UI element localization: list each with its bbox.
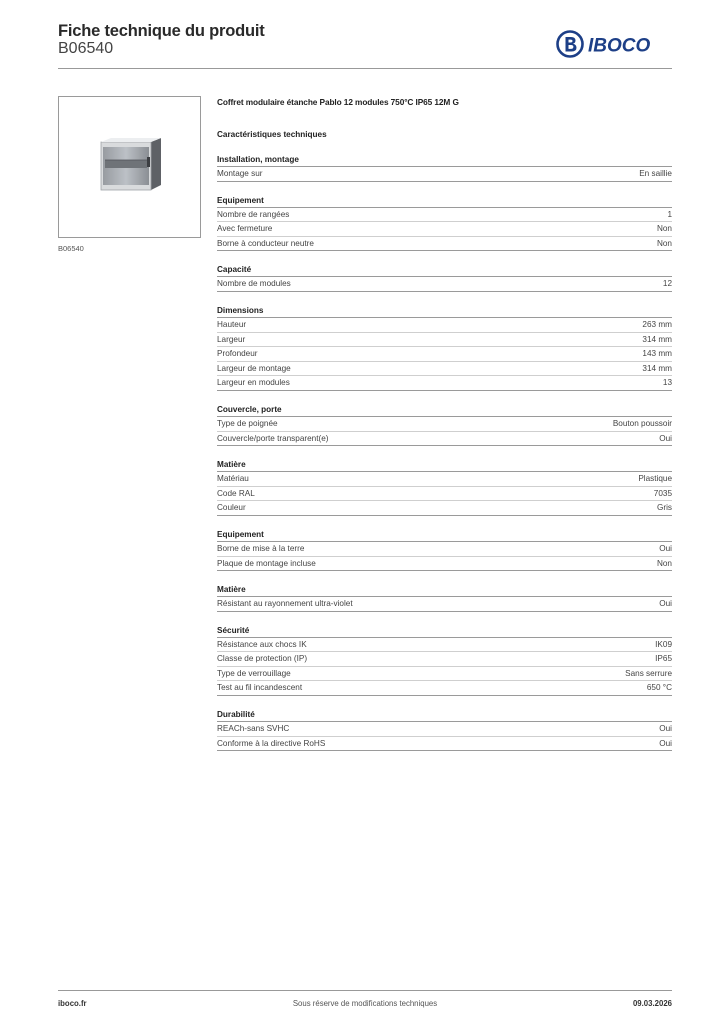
spec-row [217,347,672,362]
spec-row [217,722,672,737]
spec-value: En saillie [639,169,672,178]
spec-value: 143 mm [642,349,672,359]
spec-label: Borne de mise à la terre [217,543,305,553]
spec-label: REACh-sans SVHC [217,724,290,734]
section-title: Installation, montage [217,154,672,167]
spec-value: Oui [659,599,672,609]
spec-label: Nombre de modules [217,279,291,289]
section-title: Couvercle, porte [217,404,672,417]
spec-row [217,472,672,487]
spec-value: Gris [656,503,672,513]
spec-section [217,584,672,612]
spec-label: Nombre de rangées [217,209,290,219]
spec-label: Borne à conducteur neutre [217,238,314,248]
spec-label: Avec fermeture [217,224,273,234]
footer-divider [58,990,672,991]
spec-value: Bouton poussoir [612,418,672,428]
spec-value: Non [656,224,672,234]
characteristics-heading: Caractéristiques techniques [217,130,327,139]
section-title: Capacité [217,264,672,277]
spec-row [217,737,672,752]
section-title: Sécurité [217,625,672,638]
spec-label: Largeur de montage [217,363,291,373]
page-footer [58,997,672,1011]
spec-value: 314 mm [642,363,672,373]
spec-row [217,167,672,182]
footer-disclaimer: Sous réserve de modifications techniques [292,999,438,1008]
spec-label: Conforme à la directive RoHS [217,738,326,748]
spec-value: Non [656,238,672,248]
section-title: Matière [217,459,672,472]
spec-value: 650 °C [646,683,672,693]
spec-label: Largeur en modules [217,378,290,388]
spec-section [217,195,672,252]
spec-value: Oui [659,724,672,734]
spec-value: 7035 [653,488,672,498]
section-title: Dimensions [217,305,672,318]
spec-value: Oui [659,433,672,443]
spec-section [217,264,672,292]
logo-wordmark: IBOCO [588,35,651,57]
section-title: Matière [217,584,672,597]
spec-row [217,432,672,447]
spec-row [217,376,672,391]
spec-section [217,459,672,516]
spec-row [217,222,672,237]
spec-value: 12 [662,279,672,289]
spec-label: Type de verrouillage [217,668,291,678]
section-title: Durabilité [217,709,672,722]
section-title: Equipement [217,529,672,542]
image-caption: B06540 [58,244,84,253]
product-image [59,97,200,237]
spec-label: Montage sur [217,169,263,178]
spec-value: Oui [659,738,672,748]
spec-row [217,638,672,653]
header-divider [58,68,672,69]
spec-row [217,542,672,557]
spec-label: Plaque de montage incluse [217,558,316,568]
spec-section [217,529,672,571]
spec-value: Oui [659,543,672,553]
product-title: Coffret modulaire étanche Pablo 12 modules 750°C IP65 12M G [217,97,459,107]
product-image-frame [58,96,201,238]
spec-value: Non [656,558,672,568]
spec-label: Hauteur [217,319,247,329]
spec-row [217,597,672,612]
spec-value: Plastique [638,474,672,484]
footer-website[interactable]: iboco.fr [58,999,87,1008]
spec-label: Profondeur [217,349,258,359]
section-title: Equipement [217,195,672,208]
spec-row [217,362,672,377]
spec-value: 1 [667,209,672,219]
spec-row [217,501,672,516]
spec-label: Couvercle/porte transparent(e) [217,433,329,443]
spec-row [217,333,672,348]
spec-label: Couleur [217,503,246,513]
footer-date: 09.03.2026 [632,999,672,1008]
spec-label: Code RAL [217,488,255,498]
spec-row [217,557,672,572]
spec-row [217,667,672,682]
spec-row [217,318,672,333]
spec-value: 13 [662,378,672,388]
spec-row [217,417,672,432]
spec-section [217,625,672,696]
spec-row [217,652,672,667]
spec-row [217,681,672,696]
spec-label: Résistant au rayonnement ultra-violet [217,599,353,609]
page-title: Fiche technique du produit [58,22,265,40]
product-reference: B06540 [58,40,114,57]
spec-sections [217,154,672,751]
spec-value: IK09 [655,639,672,649]
spec-label: Type de poignée [217,418,278,428]
spec-value: Sans serrure [625,668,672,678]
page-header [58,20,672,68]
logo-mark [566,37,577,52]
spec-label: Classe de protection (IP) [217,654,308,664]
spec-value: 263 mm [642,319,672,329]
spec-row [217,208,672,223]
spec-label: Résistance aux chocs IK [217,639,307,649]
spec-section [217,154,672,182]
spec-value: IP65 [655,654,672,664]
spec-section [217,404,672,446]
spec-row [217,487,672,502]
spec-row [217,237,672,252]
iboco-logo [556,29,672,59]
spec-section [217,305,672,391]
spec-value: 314 mm [642,334,672,344]
spec-row [217,277,672,292]
datasheet-content [217,96,672,751]
spec-label: Largeur [217,334,246,344]
spec-section [217,709,672,751]
spec-label: Test au fil incandescent [217,683,303,693]
spec-label: Matériau [217,474,249,484]
